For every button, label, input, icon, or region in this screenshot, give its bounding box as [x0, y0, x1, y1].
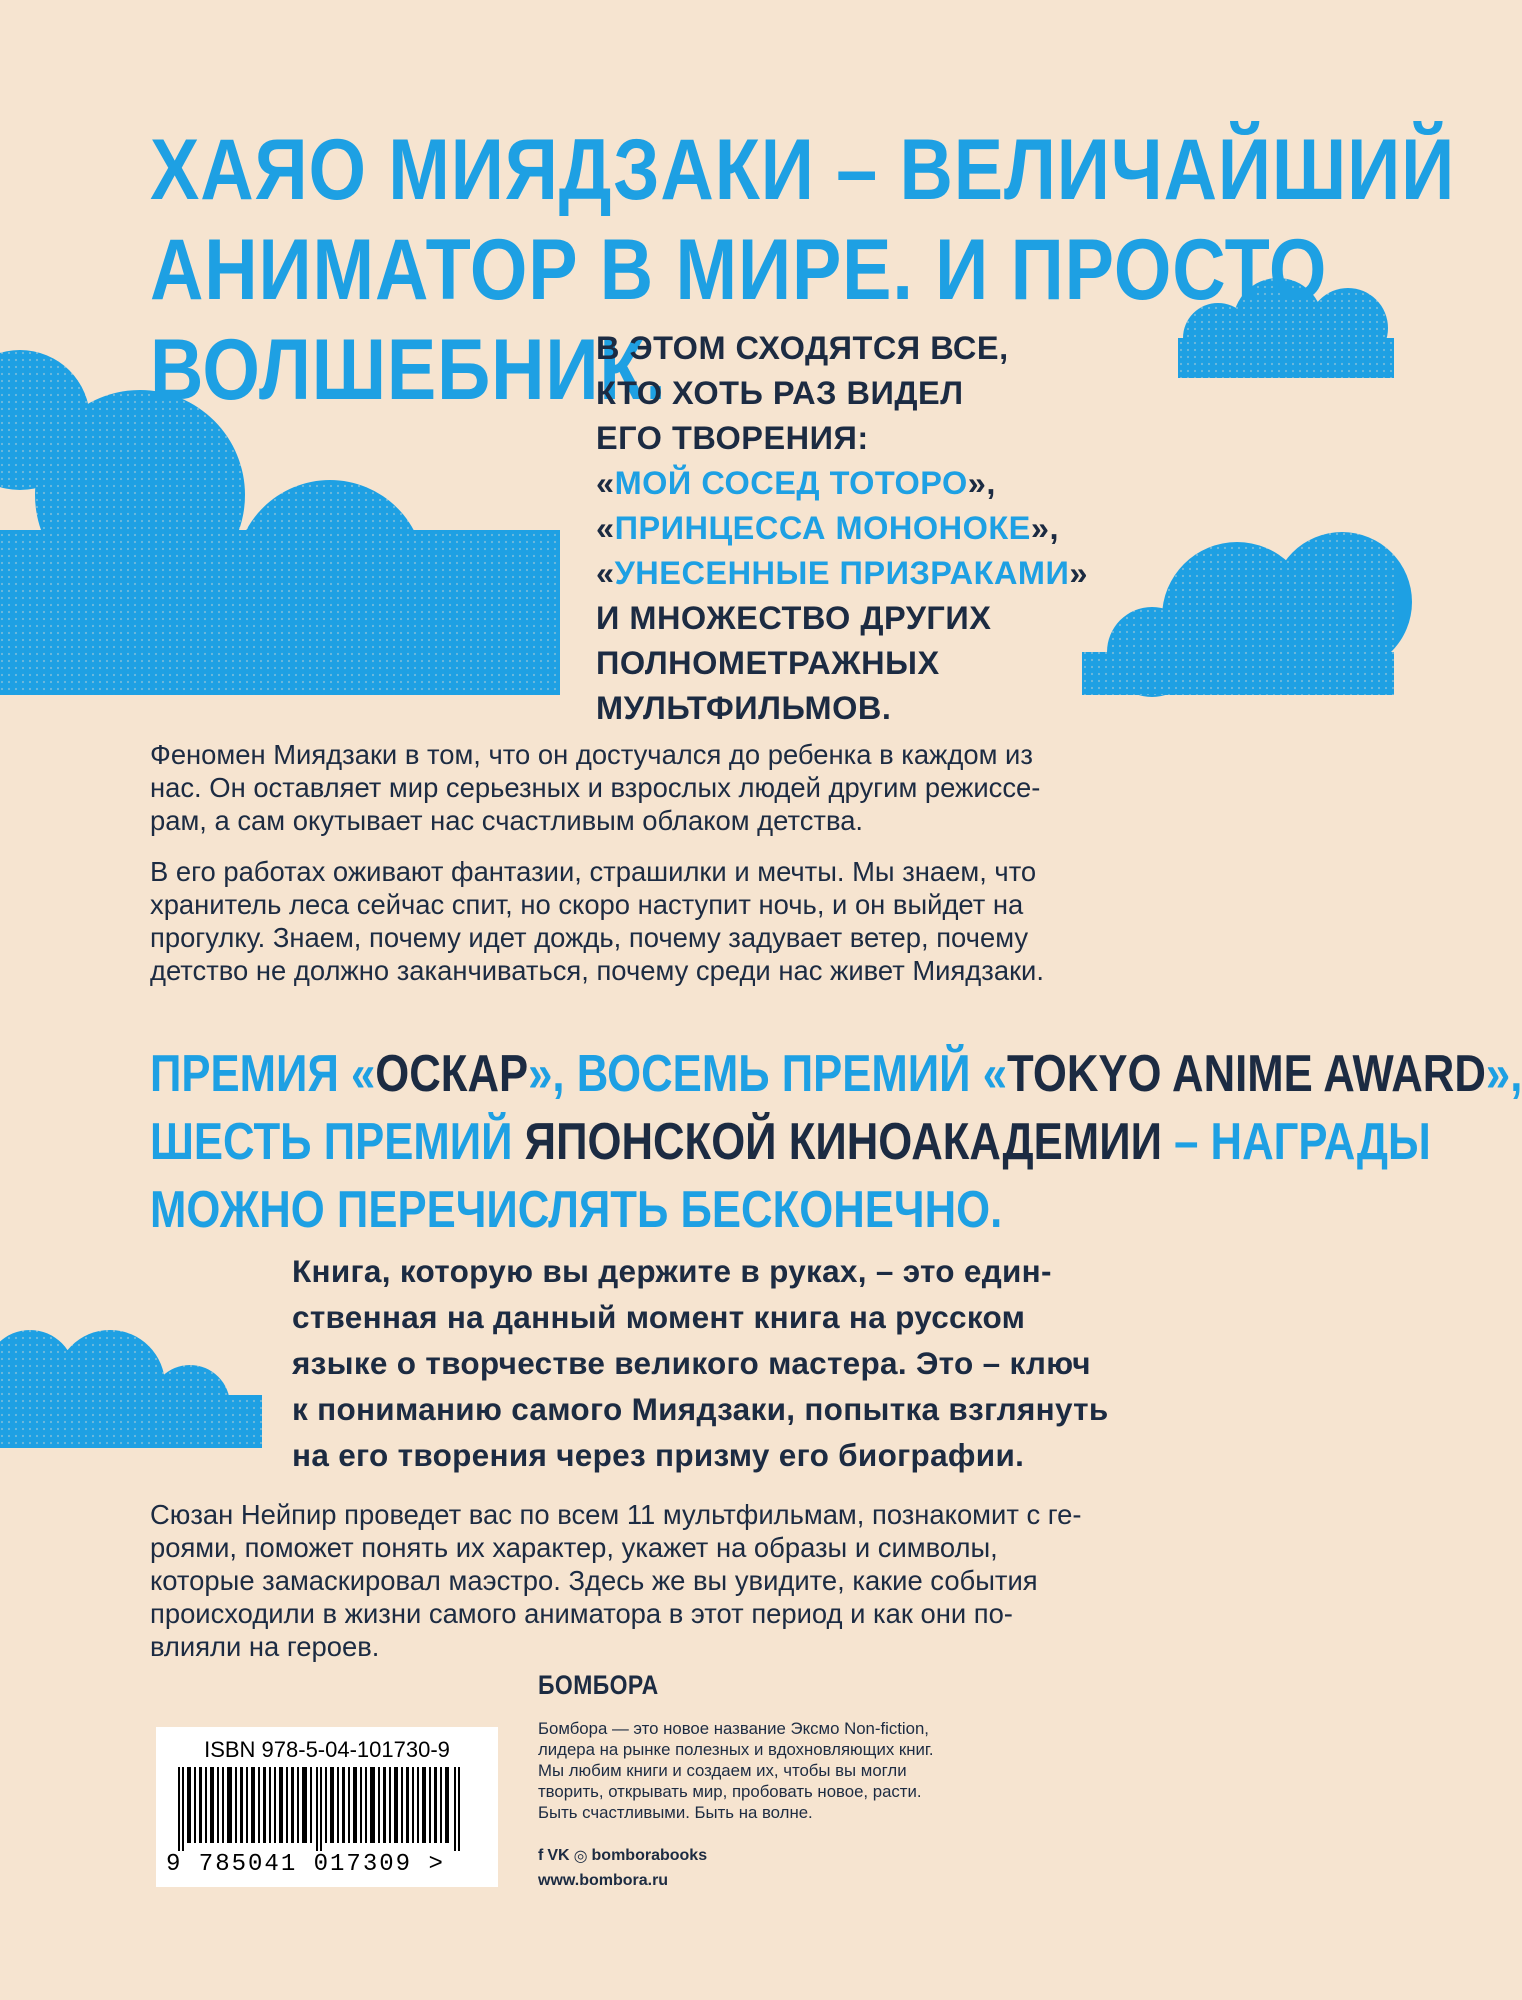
awards-text: », ВОСЕМЬ ПРЕМИЙ «	[528, 1045, 1008, 1103]
award-name: TOKYO ANIME AWARD	[1007, 1045, 1486, 1103]
paragraph-phenomenon	[150, 738, 1214, 837]
paragraph-line: рам, а сам окутывает нас счастливым облаком детства.	[150, 805, 864, 836]
film-title-line: «УНЕСЕННЫЕ ПРИЗРАКАМИ»	[596, 555, 1088, 591]
awards-text: »,	[1485, 1045, 1522, 1103]
paragraph-line: которые замаскировал маэстро. Здесь же вы увидите, какие события	[150, 1565, 1038, 1596]
awards-text: ШЕСТЬ ПРЕМИЙ	[150, 1113, 525, 1171]
paragraph-author	[150, 1498, 1214, 1663]
films-text-line: ЕГО ТВОРЕНИЯ:	[596, 420, 869, 456]
award-name: ЯПОНСКОЙ КИНОАКАДЕМИИ	[524, 1113, 1162, 1171]
headline-line: АНИМАТОР В МИРЕ. И ПРОСТО	[150, 222, 1328, 318]
film-title-line: «ПРИНЦЕССА МОНОНОКЕ»,	[596, 510, 1059, 546]
films-text-line: ПОЛНОМЕТРАЖНЫХ	[596, 645, 940, 681]
instagram-icon: ◎	[573, 1848, 588, 1865]
paragraph-line: Сюзан Нейпир проведет вас по всем 11 мультфильмам, познакомит с ге-	[150, 1499, 1082, 1530]
facebook-icon: f	[538, 1847, 544, 1864]
paragraph-line: В его работах оживают фантазии, страшилки и мечты. Мы знаем, что	[150, 856, 1037, 887]
films-text-line: И МНОЖЕСТВО ДРУГИХ	[596, 600, 992, 636]
book-line: к пониманию самого Миядзаки, попытка взглянуть	[292, 1391, 1109, 1427]
about-line: лидера на рынке полезных и вдохновляющих книг.	[538, 1740, 934, 1759]
about-line: Бомбора — это новое название Эксмо Non-fiction,	[538, 1719, 929, 1738]
paragraph-line: происходили в жизни самого аниматора в этот период и как они по-	[150, 1598, 1013, 1629]
awards-text: ПРЕМИЯ «	[150, 1045, 376, 1103]
paragraph-line: роями, поможет понять их характер, укажет на образы и символы,	[150, 1532, 998, 1563]
films-block	[596, 326, 1088, 731]
publisher-website: www.bombora.ru	[538, 1872, 669, 1889]
publisher-about	[538, 1718, 934, 1823]
publisher-logo: БОМБОРА	[538, 1670, 659, 1700]
isbn-barcode-box	[156, 1727, 498, 1887]
book-line: ственная на данный момент книга на русском	[292, 1299, 1026, 1335]
films-text-line: КТО ХОТЬ РАЗ ВИДЕЛ	[596, 375, 964, 411]
awards-line	[150, 1108, 1522, 1176]
award-name: ОСКАР	[375, 1045, 529, 1103]
paragraph-line: хранитель леса сейчас спит, но скоро наступит ночь, и он выйдет на	[150, 889, 1024, 920]
vk-icon: VK	[547, 1847, 570, 1864]
paragraph-line: влияли на героев.	[150, 1631, 380, 1662]
headline-line: ВОЛШЕБНИК.	[150, 322, 667, 418]
about-line: Мы любим книги и создаем их, чтобы вы могли	[538, 1761, 907, 1780]
paragraph-line: прогулку. Знаем, почему идет дождь, почему задувает ветер, почему	[150, 922, 1029, 953]
social-handle: bomborabooks	[591, 1847, 708, 1864]
barcode-icon	[176, 1767, 476, 1851]
paragraph-line: детство не должно заканчиваться, почему среди нас живет Миядзаки.	[150, 955, 1044, 986]
paragraph-line: Феномен Миядзаки в том, что он достучался до ребенка в каждом из	[150, 739, 1033, 770]
awards-line	[150, 1040, 1522, 1108]
film-title-line: «МОЙ СОСЕД ТОТОРО»,	[596, 465, 996, 501]
films-text-line: В ЭТОМ СХОДЯТСЯ ВСЕ,	[596, 330, 1009, 366]
social-links	[538, 1846, 707, 1866]
about-line: творить, открывать мир, пробовать новое, расти.	[538, 1782, 922, 1801]
film-title: ПРИНЦЕССА МОНОНОКЕ	[614, 510, 1031, 546]
book-line: Книга, которую вы держите в руках, – это един-	[292, 1253, 1052, 1289]
paragraph-line: нас. Он оставляет мир серьезных и взрослых людей другим режиссе-	[150, 772, 1041, 803]
awards-text: – НАГРАДЫ	[1161, 1113, 1431, 1171]
cloud-left-bottom	[0, 1315, 262, 1448]
barcode-number: 9 785041 017309 >	[166, 1851, 445, 1878]
cloud-right-middle	[1062, 532, 1394, 695]
book-line: на его творения через призму его биографии.	[292, 1437, 1025, 1473]
book-description	[292, 1248, 1109, 1478]
paragraph-works	[150, 855, 1214, 987]
awards-block	[150, 1040, 1522, 1244]
films-text-line: МУЛЬТФИЛЬМОВ.	[596, 690, 892, 726]
isbn-label: ISBN 978-5-04-101730-9	[204, 1737, 450, 1762]
awards-text: МОЖНО ПЕРЕЧИСЛЯТЬ БЕСКОНЕЧНО.	[150, 1181, 1003, 1239]
headline-line: ХАЯО МИЯДЗАКИ – ВЕЛИЧАЙШИЙ	[150, 122, 1456, 218]
book-line: языке о творчестве великого мастера. Это – ключ	[292, 1345, 1091, 1381]
film-title: УНЕСЕННЫЕ ПРИЗРАКАМИ	[614, 555, 1070, 591]
film-title: МОЙ СОСЕД ТОТОРО	[614, 465, 968, 501]
about-line: Быть счастливыми. Быть на волне.	[538, 1803, 813, 1822]
